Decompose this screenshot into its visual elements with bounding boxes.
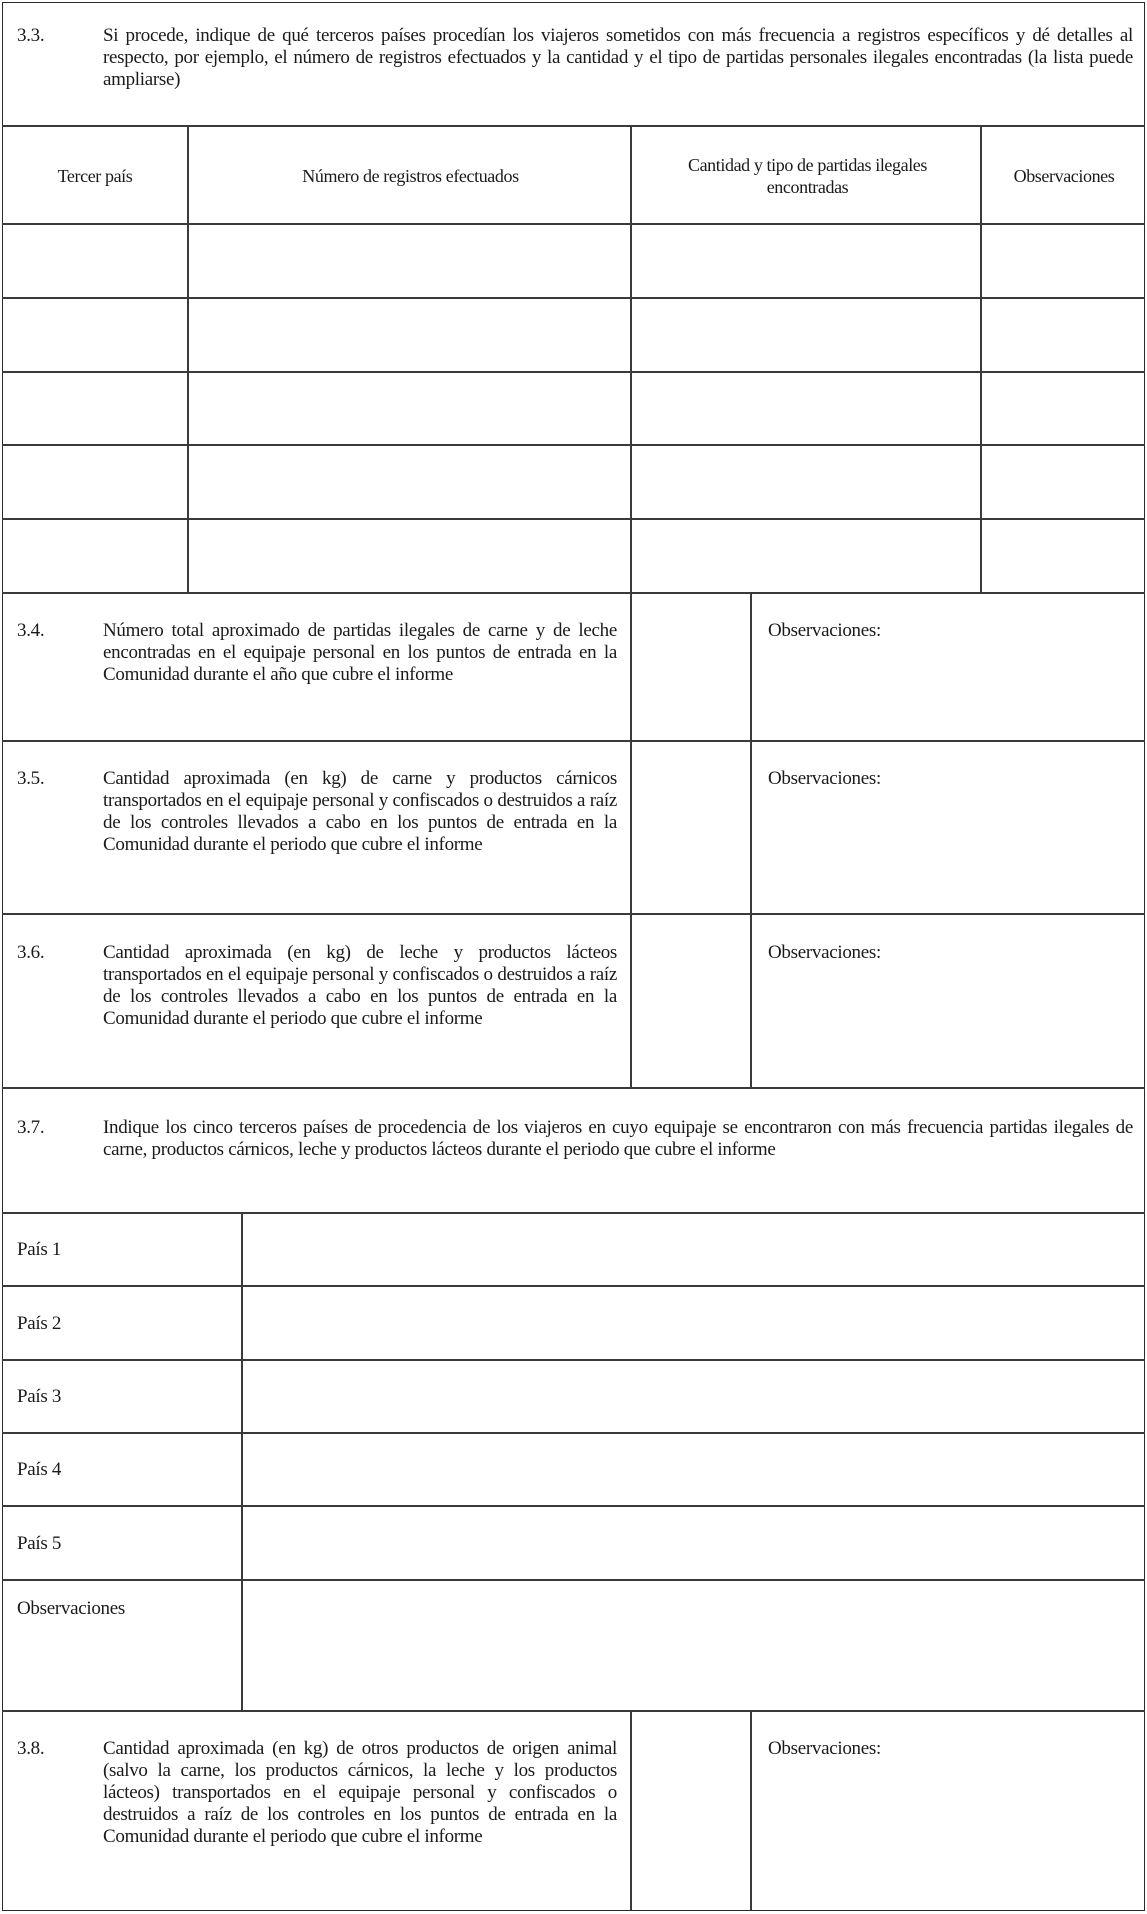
section-3-8-value-field[interactable] <box>632 1712 750 1909</box>
country-2-field[interactable] <box>244 1287 1144 1359</box>
section-3-6-remarks-label: Observaciones: <box>768 942 881 963</box>
section-3-6-number: 3.6. <box>17 942 45 963</box>
table-cell-items[interactable] <box>632 446 980 518</box>
section-3-3-number: 3.3. <box>17 25 45 46</box>
country-5-field[interactable] <box>244 1507 1144 1579</box>
column-header-third-country: Tercer país <box>57 165 133 186</box>
table-cell-country[interactable] <box>2 446 187 518</box>
divider <box>750 1710 752 1910</box>
table-cell-searches[interactable] <box>189 373 630 444</box>
table-cell-remarks[interactable] <box>982 446 1144 518</box>
column-header-illegal-items: Cantidad y tipo de partidas ilegales encontradas <box>687 154 928 197</box>
country-4-label: País 4 <box>17 1459 62 1480</box>
section-3-7-remarks-label: Observaciones <box>17 1598 125 1619</box>
country-2-label: País 2 <box>17 1313 62 1334</box>
table-cell-searches[interactable] <box>189 520 630 592</box>
section-3-6-text: Cantidad aproximada (en kg) de leche y productos lácteos transportados en el equipaje personal y confiscados o destruidos a raíz de los controles llevados a cabo en los puntos de entrada en la Comunidad durante el periodo que cubre el informe <box>103 942 617 1029</box>
country-3-label: País 3 <box>17 1386 62 1407</box>
table-cell-country[interactable] <box>2 225 187 297</box>
section-3-5-remarks-label: Observaciones: <box>768 768 881 789</box>
table-cell-items[interactable] <box>632 520 980 592</box>
section-3-5-text: Cantidad aproximada (en kg) de carne y productos cárnicos transportados en el equipaje personal y confiscados o destruidos a raíz de los controles llevados a cabo en los puntos de entrada en la Comunidad durante el periodo que cubre el informe <box>103 768 617 855</box>
section-3-7-text: Indique los cinco terceros países de procedencia de los viajeros en cuyo equipaje se encontraron con más frecuencia partidas ilegales de carne, productos cárnicos, leche y productos lácteos durante el periodo que cubre el informe <box>103 1117 1133 1160</box>
table-cell-remarks[interactable] <box>982 225 1144 297</box>
divider <box>2 592 1145 594</box>
section-3-8-number: 3.8. <box>17 1738 45 1759</box>
table-cell-items[interactable] <box>632 299 980 371</box>
divider <box>630 593 632 1088</box>
section-3-4-value-field[interactable] <box>632 594 750 740</box>
table-cell-searches[interactable] <box>189 299 630 371</box>
section-3-6-value-field[interactable] <box>632 915 750 1087</box>
table-cell-remarks[interactable] <box>982 520 1144 592</box>
country-3-field[interactable] <box>244 1361 1144 1432</box>
section-3-5-value-field[interactable] <box>632 742 750 913</box>
table-cell-country[interactable] <box>2 373 187 444</box>
divider <box>2 1710 1145 1712</box>
section-3-3-text: Si procede, indique de qué terceros países procedían los viajeros sometidos con más frecuencia a registros específicos y dé detalles al respecto, por ejemplo, el número de registros efectuados y la cantidad y el tipo de partidas personales ilegales encontradas (la lista puede ampliarse) <box>103 25 1133 90</box>
divider <box>750 593 752 1088</box>
table-cell-country[interactable] <box>2 299 187 371</box>
table-cell-remarks[interactable] <box>982 373 1144 444</box>
country-5-label: País 5 <box>17 1533 62 1554</box>
divider <box>241 1212 243 1711</box>
divider <box>2 1087 1145 1089</box>
table-cell-country[interactable] <box>2 520 187 592</box>
divider <box>2 740 1145 742</box>
table-cell-searches[interactable] <box>189 446 630 518</box>
section-3-7-remarks-field[interactable] <box>244 1581 1144 1710</box>
section-3-5-number: 3.5. <box>17 768 45 789</box>
section-3-4-remarks-label: Observaciones: <box>768 620 881 641</box>
section-3-7-number: 3.7. <box>17 1117 45 1138</box>
column-header-searches-count: Número de registros efectuados <box>302 165 519 186</box>
table-cell-items[interactable] <box>632 373 980 444</box>
country-1-field[interactable] <box>244 1214 1144 1285</box>
section-3-4-number: 3.4. <box>17 620 45 641</box>
section-3-4-text: Número total aproximado de partidas ilegales de carne y de leche encontradas en el equipaje personal en los puntos de entrada en la Comunidad durante el año que cubre el informe <box>103 620 617 685</box>
divider <box>630 1710 632 1910</box>
table-cell-searches[interactable] <box>189 225 630 297</box>
section-3-8-text: Cantidad aproximada (en kg) de otros productos de origen animal (salvo la carne, los productos cárnicos, la leche y los productos lácteos) transportados en el equipaje personal y confiscados o destruidos a raíz de los controles en los puntos de entrada en la Comunidad durante el periodo que cubre el informe <box>103 1738 617 1847</box>
table-cell-items[interactable] <box>632 225 980 297</box>
divider <box>2 913 1145 915</box>
table-cell-remarks[interactable] <box>982 299 1144 371</box>
section-3-8-remarks-label: Observaciones: <box>768 1738 881 1759</box>
column-header-remarks: Observaciones <box>1013 165 1115 186</box>
country-4-field[interactable] <box>244 1434 1144 1505</box>
country-1-label: País 1 <box>17 1239 62 1260</box>
